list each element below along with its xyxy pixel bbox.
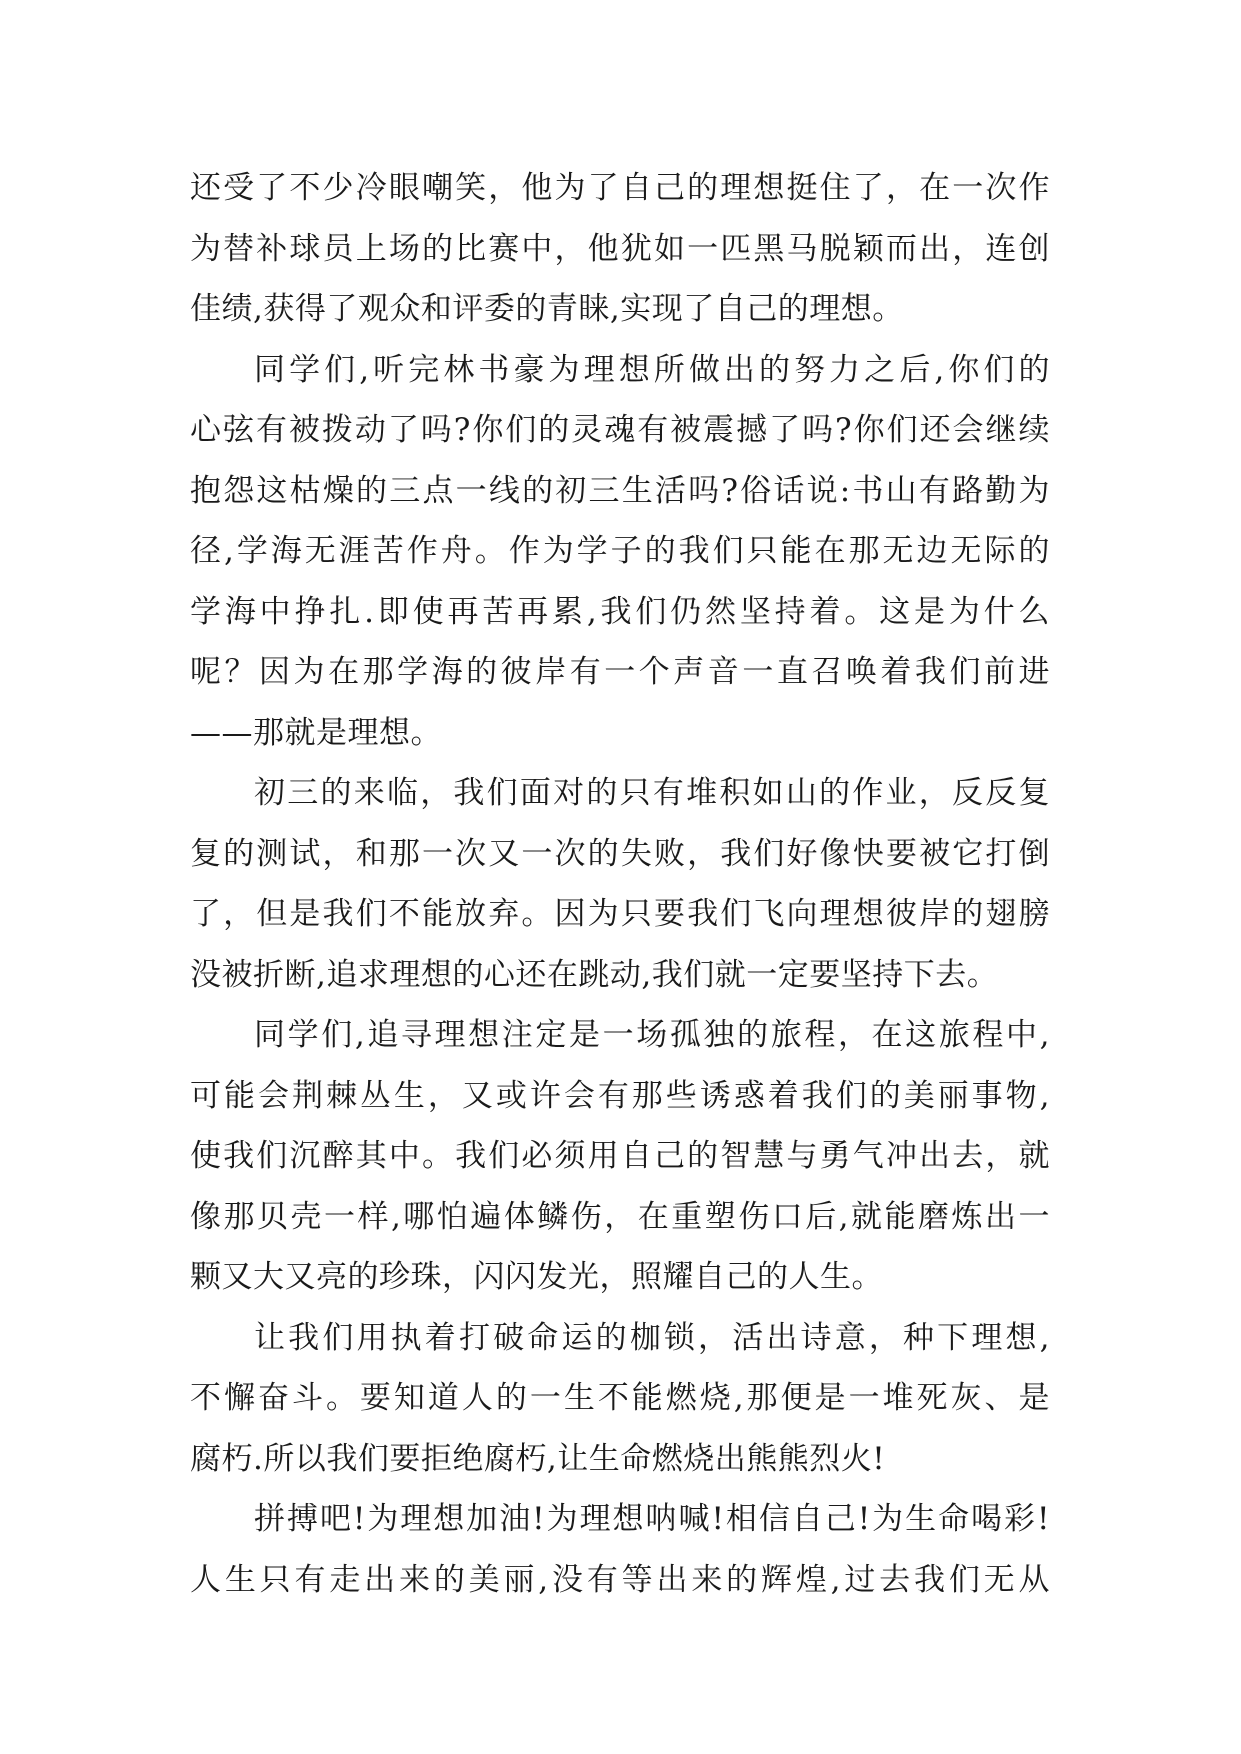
text-line: 不懈奋斗。要知道人的一生不能燃烧,那便是一堆死灰、是 (190, 1380, 1050, 1416)
text-line: 腐朽.所以我们要拒绝腐朽,让生命燃烧出熊熊烈火! (190, 1440, 886, 1477)
text-line: 同学们,追寻理想注定是一场孤独的旅程，在这旅程中, (254, 1017, 1050, 1053)
text-line: 还受了不少冷眼嘲笑，他为了自己的理想挺住了，在一次作 (190, 170, 1050, 206)
text-line: 了，但是我们不能放弃。因为只要我们飞向理想彼岸的翅膀 (190, 896, 1050, 932)
text-line: 没被折断,追求理想的心还在跳动,我们就一定要坚持下去。 (190, 956, 999, 993)
text-line: 抱怨这枯燥的三点一线的初三生活吗?俗话说:书山有路勤为 (190, 472, 1050, 509)
text-line: 拼搏吧!为理想加油!为理想呐喊!相信自己!为生命喝彩! (254, 1501, 1050, 1537)
text-line: 颗又大又亮的珍珠，闪闪发光，照耀自己的人生。 (190, 1259, 883, 1295)
body-text (190, 158, 1050, 1610)
text-line: 让我们用执着打破命运的枷锁，活出诗意，种下理想, (254, 1319, 1050, 1356)
text-line: 人生只有走出来的美丽,没有等出来的辉煌,过去我们无从 (190, 1561, 1050, 1598)
text-line: 像那贝壳一样,哪怕遍体鳞伤，在重塑伤口后,就能磨炼出一 (190, 1198, 1050, 1235)
text-line: 初三的来临，我们面对的只有堆积如山的作业，反反复 (254, 775, 1050, 811)
text-line: 佳绩,获得了观众和评委的青睐,实现了自己的理想。 (190, 291, 904, 327)
text-line: 使我们沉醉其中。我们必须用自己的智慧与勇气冲出去，就 (190, 1138, 1050, 1174)
text-line: 心弦有被拨动了吗?你们的灵魂有被震撼了吗?你们还会继续 (190, 412, 1050, 448)
text-line: 径,学海无涯苦作舟。作为学子的我们只能在那无边无际的 (190, 533, 1050, 569)
text-line: 同学们,听完林书豪为理想所做出的努力之后,你们的 (254, 351, 1050, 388)
text-line: 可能会荆棘丛生，又或许会有那些诱惑着我们的美丽事物, (190, 1077, 1050, 1114)
text-line: 为替补球员上场的比赛中，他犹如一匹黑马脱颖而出，连创 (190, 230, 1050, 267)
text-line: ——那就是理想。 (190, 714, 442, 751)
text-line: 呢？因为在那学海的彼岸有一个声音一直召唤着我们前进 (190, 654, 1050, 690)
text-line: 复的测试，和那一次又一次的失败，我们好像快要被它打倒 (190, 835, 1050, 872)
text-line: 学海中挣扎.即使再苦再累,我们仍然坚持着。这是为什么 (190, 593, 1050, 630)
